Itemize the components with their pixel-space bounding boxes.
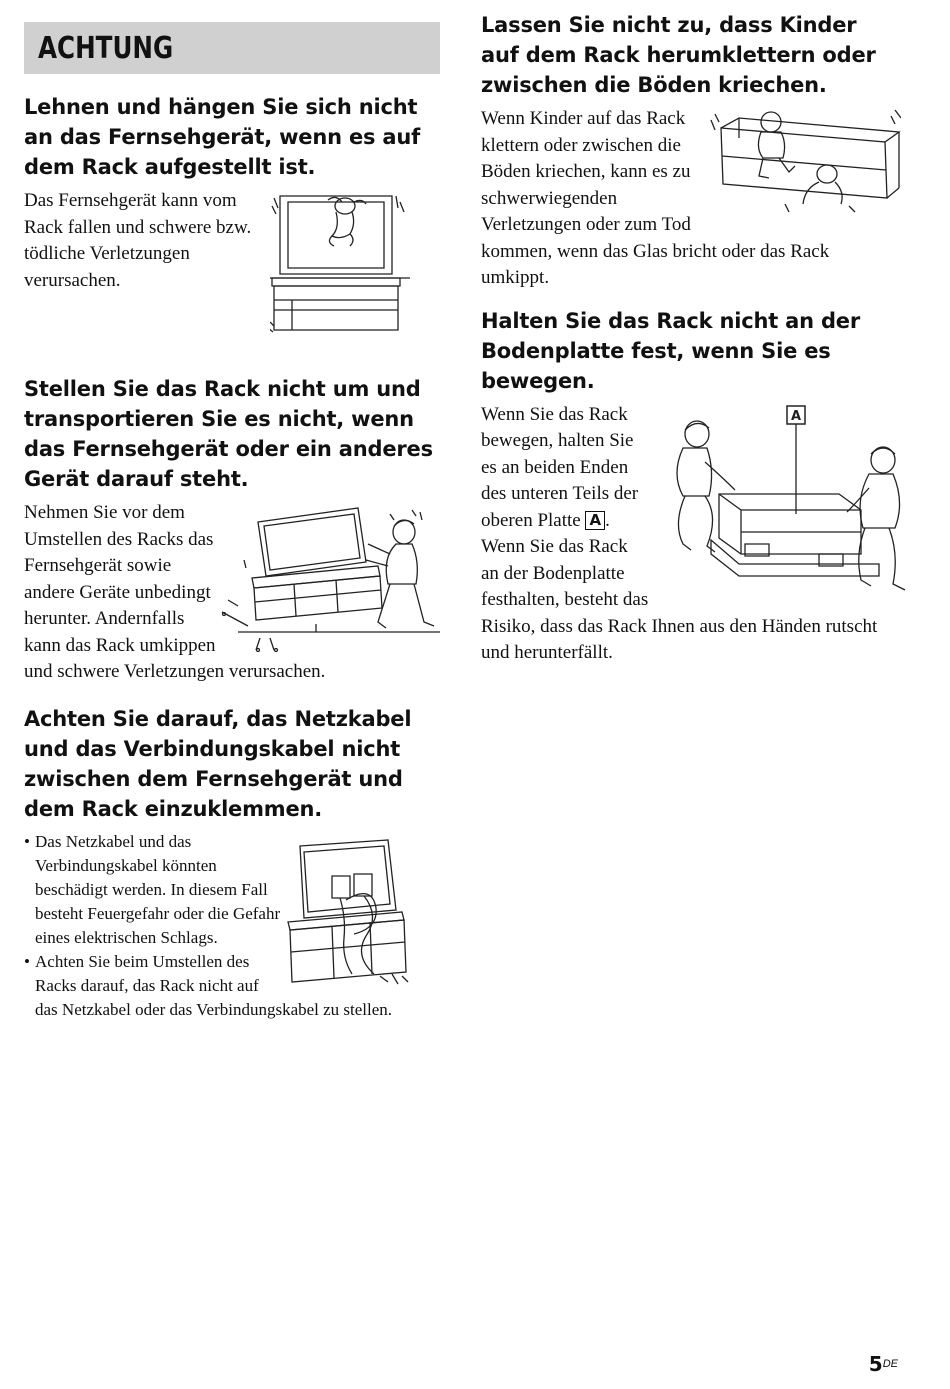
section-heading: Lehnen und hängen Sie sich nicht an das Fernsehgerät, wenn es auf dem Rack aufgestellt ist.	[24, 95, 421, 179]
section-text: Das Fernsehgerät kann vom Rack fallen und schwere bzw. tödliche Verletzungen verursachen.	[24, 190, 252, 291]
page-lang: DE	[882, 1358, 898, 1370]
children-climbing-illustration	[709, 108, 901, 216]
warning-banner	[24, 22, 440, 74]
left-column	[24, 22, 440, 1022]
page-number	[869, 1354, 898, 1374]
bullet-item: • Das Netzkabel und das Verbindungskabel könnten beschädigt werden. In diesem Fall besteht Feuergefahr oder die Gefahr eines elektrischen Schlags.	[24, 830, 440, 950]
moving-rack-figure	[218, 504, 440, 656]
bullet-item: • Achten Sie beim Umstellen des Racks darauf, das Rack nicht auf das Netzkabel oder das Verbindungskabel zu stellen.	[24, 950, 440, 1022]
page-number-value: 5	[868, 1352, 883, 1376]
two-people-lifting-rack-illustration	[649, 404, 911, 604]
children-climbing-figure	[709, 108, 901, 216]
child-on-tv-illustration	[270, 192, 420, 334]
figure-marker-a: A	[790, 408, 802, 424]
section-heading: Halten Sie das Rack nicht an der Bodenplatte fest, wenn Sie es bewegen.	[481, 308, 861, 393]
section-cables	[24, 704, 440, 1022]
text-part-2: . Wenn Sie das Rack an der Bodenplatte festhalten, besteht das Risiko, dass das Rack Ihnen aus den Händen rutscht und herunterfällt.	[481, 509, 878, 663]
person-pushing-rack-illustration	[218, 504, 440, 656]
section-heading: Stellen Sie das Rack nicht um und transportieren Sie es nicht, wenn das Fernsehgerät oder ein anderes Gerät darauf steht.	[24, 377, 433, 491]
cable-bullets	[24, 830, 440, 1022]
lifting-rack-figure	[649, 404, 911, 604]
child-on-tv-figure	[270, 192, 420, 334]
section-children	[481, 10, 901, 292]
section-heading: Lassen Sie nicht zu, dass Kinder auf dem Rack herumklettern oder zwischen die Böden kriechen.	[481, 13, 876, 97]
section-no-leaning	[24, 92, 440, 334]
section-no-moving	[24, 374, 440, 686]
section-heading: Achten Sie darauf, das Netzkabel und das Verbindungskabel nicht zwischen dem Fernsehgerät und dem Rack einzuklemmen.	[24, 706, 412, 821]
right-column	[481, 10, 901, 667]
banner-title: ACHTUNG	[38, 30, 174, 66]
text-part-1: Wenn Sie das Rack bewegen, halten Sie es an beiden Enden des unteren Teils der oberen Platte	[481, 403, 639, 531]
section-text: Wenn Kinder auf das Rack klettern oder zwischen die Böden kriechen, kann es zu schwerwiegenden Verletzungen oder zum Tod kommen, wenn das Glas bricht oder das Rack umkippt.	[481, 108, 830, 288]
marker-a: A	[585, 511, 605, 530]
section-text: Nehmen Sie vor dem Umstellen des Racks das Fernsehgerät sowie andere Geräte unbedingt herunter. Andernfalls kann das Rack umkippen und schwere Verletzungen verursachen.	[24, 502, 326, 682]
section-base-plate	[481, 306, 901, 667]
